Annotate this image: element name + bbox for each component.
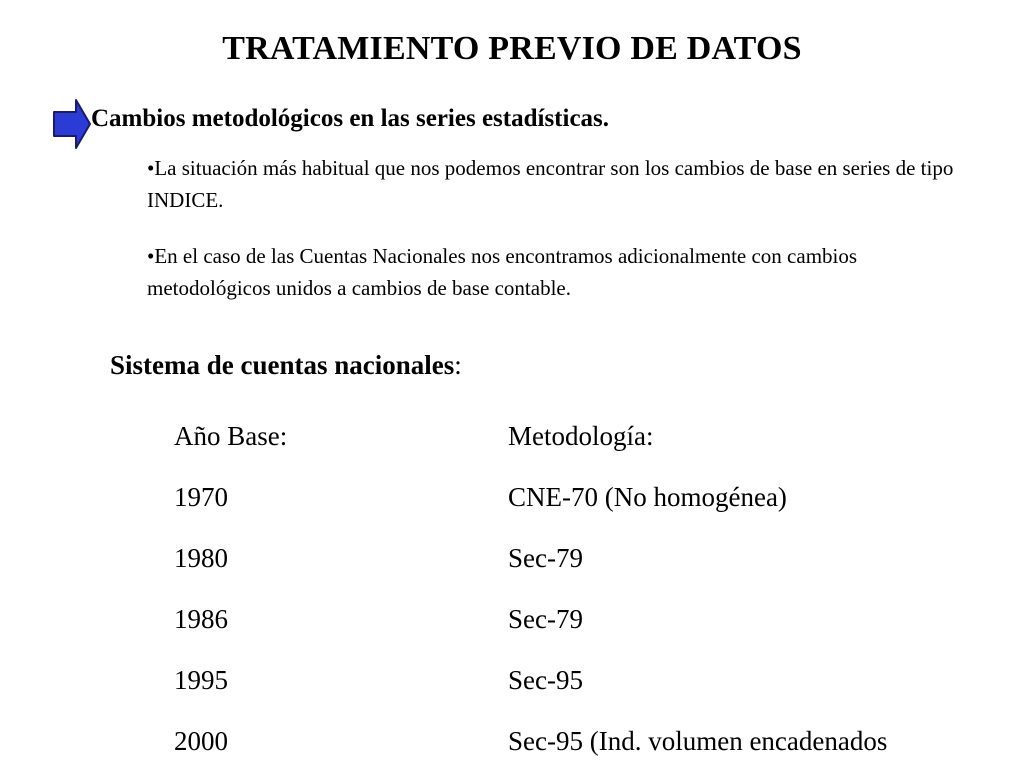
column-header-methodology: Metodología: [508, 421, 654, 451]
table-cell-year: 1995 [174, 665, 228, 695]
subtitle: Cambios metodológicos en las series estadísticas. [91, 105, 610, 132]
column-header-year: Año Base: [174, 421, 288, 451]
section-heading-text: Sistema de cuentas nacionales [110, 350, 455, 380]
section-heading [110, 350, 462, 381]
table-cell-methodology: CNE-70 (No homogénea) [508, 482, 787, 512]
right-arrow-icon [52, 99, 92, 149]
table-cell-methodology: Sec-95 (Ind. volumen encadenados [508, 726, 888, 756]
table-cell-methodology: Sec-79 [508, 604, 583, 634]
table-cell-year: 1970 [174, 482, 228, 512]
section-heading-colon: : [454, 350, 462, 380]
table-cell-methodology: Sec-95 [508, 665, 583, 695]
table-cell-year: 1986 [174, 604, 228, 634]
table-cell-methodology: Sec-79 [508, 543, 583, 573]
table-cell-year: 2000 [174, 726, 228, 756]
bullet-item: •En el caso de las Cuentas Nacionales nos encontramos adicionalmente con cambios metodológicos unidos a cambios de base contable. [147, 244, 858, 300]
table-cell-year: 1980 [174, 543, 228, 573]
bullet-item: •La situación más habitual que nos podemos encontrar son los cambios de base en series de tipo INDICE. [147, 156, 954, 212]
page-title: TRATAMIENTO PREVIO DE DATOS [222, 30, 802, 67]
